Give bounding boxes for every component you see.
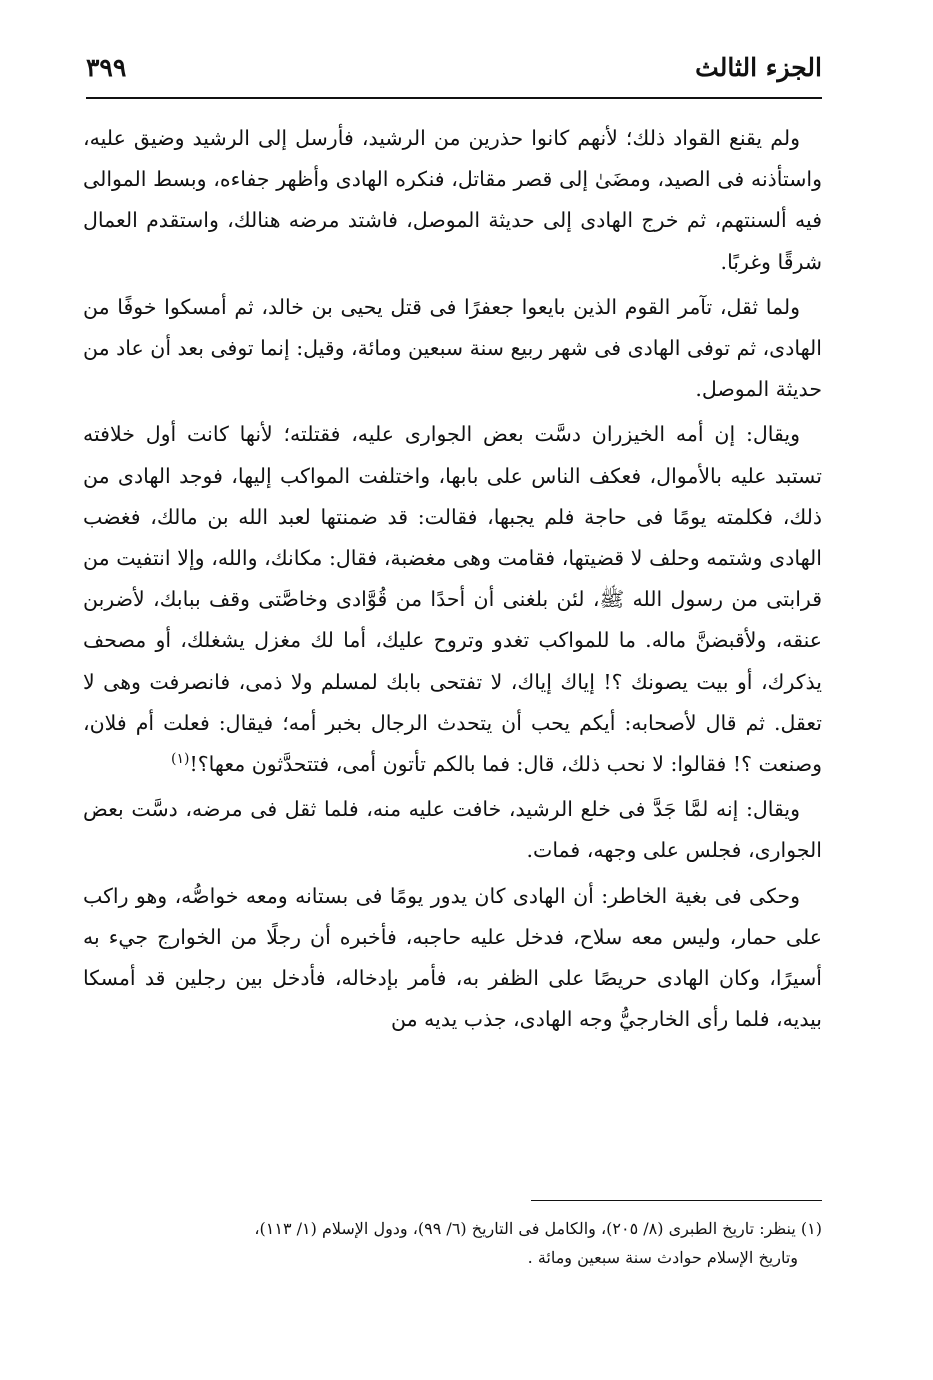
paragraph-5: وحكى فى بغية الخاطر: أن الهادى كان يدور يومًا فى بستانه ومعه خواصُّه، وهو راكب على حمار، وليس معه سلاح، فدخل عليه حاجبه، فأخبره أن رجلًا من الخوارج جيء به أسيرًا، وكان الهادى حريصًا على الظفر به، فأمر بإدخاله، فأدخل بين رجلين قد أمسكا بيديه، فلما رأى الخارجيُّ وجه الهادى، جذب يديه من bbox=[83, 883, 822, 1032]
paragraph-3 bbox=[83, 414, 822, 785]
body-text bbox=[83, 118, 822, 1040]
page-title: الجزء الثالث bbox=[695, 53, 822, 82]
footnote-line-1: (١) ينظر: تاريخ الطبرى (٨/ ٢٠٥)، والكامل فى التاريخ (٦/ ٩٩)، ودول الإسلام (١/ ١١٣)، bbox=[254, 1219, 822, 1238]
paragraph-4: ويقال: إنه لمَّا جَدَّ فى خلع الرشيد، خافت عليه منه، فلما ثقل فى مرضه، دسَّت بعض الجوارى، فجلس على وجهه، فمات. bbox=[83, 797, 822, 863]
page-header bbox=[86, 46, 822, 96]
paragraph-2: ولما ثقل، تآمر القوم الذين بايعوا جعفرًا فى قتل يحيى بن خالد، ثم أمسكوا خوفًا من الهادى، ثم توفى الهادى فى شهر ربيع سنة سبعين ومائة، وقيل: إنما توفى بعد أن عاد من حديثة الموصل. bbox=[83, 294, 822, 402]
footnote-line-2: وتاريخ الإسلام حوادث سنة سبعين ومائة . bbox=[527, 1248, 798, 1267]
page-number: ٣٩٩ bbox=[86, 53, 127, 82]
footnote bbox=[83, 1214, 822, 1272]
header-divider bbox=[86, 97, 822, 99]
footnote-marker: (١) bbox=[171, 751, 190, 768]
footnote-divider bbox=[531, 1200, 822, 1201]
paragraph-3-text: ويقال: إن أمه الخيزران دسَّت بعض الجوارى عليه، فقتلته؛ لأنها كانت أول خلافته تستبد عليه بالأموال، فعكف الناس على بابها، واختلفت المواكب إليها، فوجد الهادى من ذلك، فكلمته يومًا فى حاجة فلم يجبها، فقالت: قد ضمنتها لعبد الله بن مالك، فغضب الهادى وشتمه وحلف لا قضيتها، فقامت وهى مغضبة، فقال: مكانك، والله، وإلا انتفيت من قرابتى من رسول الله ﷺ، لئن بلغنى أن أحدًا من قُوَّادى وخاصَّتى وقف ببابك، لأضربن عنقه، ولأقبضنَّ ماله. ما للمواكب تغدو وتروح عليك، أما لك مغزل يشغلك، أو مصحف يذكرك، أو بيت يصونك ؟! إياك إياك، لا تفتحى بابك لمسلم ولا ذمى، فانصرفت وهى لا تعقل. ثم قال لأصحابه: أيكم يحب أن يتحدث الرجال بخبر أمه؛ فيقال: فعلت أم فلان، وصنعت ؟! فقالوا: لا نحب ذلك، قال: فما بالكم تأتون أمى، فتتحدَّثون معها؟! bbox=[83, 422, 822, 777]
paragraph-1: ولم يقنع القواد ذلك؛ لأنهم كانوا حذرين من الرشيد، فأرسل إلى الرشيد وضيق عليه، واستأذنه فى الصيد، ومضَىٰ إلى قصر مقاتل، فنكره الهادى وأظهر جفاءه، وبسط الموالى فيه ألسنتهم، ثم خرج الهادى إلى حديثة الموصل، فاشتد مرضه هنالك، واستقدم العمال شرقًا وغربًا. bbox=[83, 126, 822, 274]
